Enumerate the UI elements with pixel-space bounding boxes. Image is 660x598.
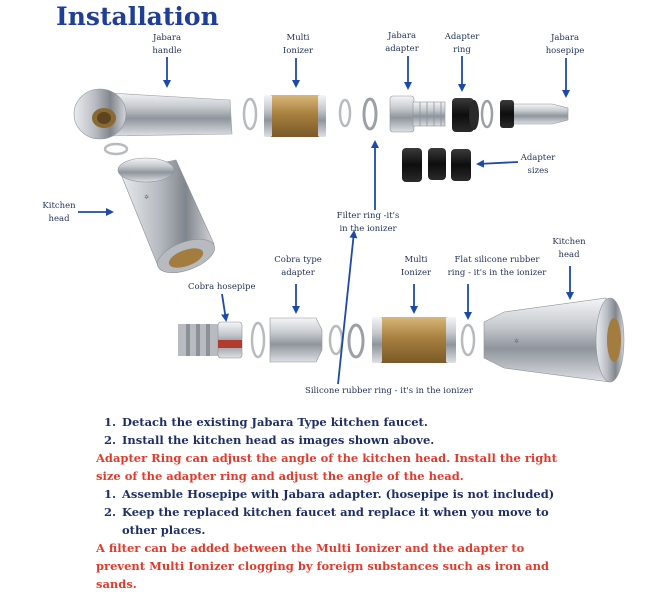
arrow-silicone-ring (338, 232, 354, 384)
jabara-hosepipe-part (500, 100, 568, 128)
filter-note: A filter can be added between the Multi Ionizer and the adapter to prevent Multi Ionizer clogging by foreign substances such as iron and sands. (96, 541, 550, 591)
kitchen-head-right-part (484, 298, 624, 382)
label-jabara-adapter: Jabara adapter (385, 31, 419, 54)
label-multi-ionizer-bottom: Multi Ionizer (400, 255, 432, 278)
label-jabara-handle: Jabara handle (152, 33, 182, 56)
label-kitchen-head-left: Kitchen head (42, 201, 76, 224)
steps-list-2 (96, 485, 566, 539)
arrow-adapter-sizes (478, 162, 518, 164)
cobra-type-adapter-part (270, 318, 322, 362)
adapter-sizes-part (402, 148, 471, 182)
step-item: 1. Assemble Hosepipe with Jabara adapter. (hosepipe is not included) (120, 485, 566, 503)
label-flat-silicone-ring: Flat silicone rubber ring - it's in the ionizer (447, 255, 547, 278)
cobra-hosepipe-part (178, 322, 242, 358)
washer (252, 323, 264, 357)
washer (349, 325, 363, 357)
label-multi-ionizer-top: Multi Ionizer (282, 33, 314, 56)
steps-list-1 (96, 413, 566, 449)
multi-ionizer-top-part (264, 95, 326, 137)
washer (330, 326, 342, 354)
step-item: 2. Install the kitchen head as images shown above. (120, 431, 566, 449)
adapter-ring-part (452, 98, 479, 132)
jabara-handle-part (74, 89, 232, 139)
svg-text:✲: ✲ (144, 194, 150, 201)
washer (364, 99, 376, 129)
step-item: 1. Detach the existing Jabara Type kitchen faucet. (120, 413, 566, 431)
label-cobra-hosepipe: Cobra hosepipe (188, 282, 256, 292)
washer (105, 144, 127, 154)
multi-ionizer-bottom-part (372, 317, 456, 363)
label-cobra-type-adapter: Cobra type adapter (274, 255, 322, 278)
washer (482, 101, 492, 127)
jabara-adapter-part (390, 96, 445, 132)
washer (340, 100, 350, 126)
washer (462, 325, 474, 355)
label-kitchen-head-right: Kitchen head (552, 237, 586, 260)
kitchen-head-left-part (118, 158, 219, 279)
label-jabara-hosepipe: Jabara hosepipe (545, 33, 585, 56)
arrow-cobra-hosepipe (222, 294, 226, 320)
label-filter-ring: Filter ring -it's in the ionizer (336, 211, 400, 234)
step-item: 2. Keep the replaced kitchen faucet and replace it when you move to other places. (120, 503, 566, 539)
adapter-ring-note: Adapter Ring can adjust the angle of the kitchen head. Install the right size of the adapter ring and adjust the angle of the head. (96, 451, 557, 483)
label-adapter-ring: Adapter ring (444, 32, 480, 55)
label-adapter-sizes: Adapter sizes (520, 153, 556, 176)
washer (244, 99, 256, 129)
instructions (96, 413, 566, 593)
svg-text:✲: ✲ (514, 338, 520, 345)
label-silicone-rubber-ring: Silicone rubber ring - it's in the ionizer (305, 386, 473, 396)
page-title: Installation (56, 2, 219, 31)
